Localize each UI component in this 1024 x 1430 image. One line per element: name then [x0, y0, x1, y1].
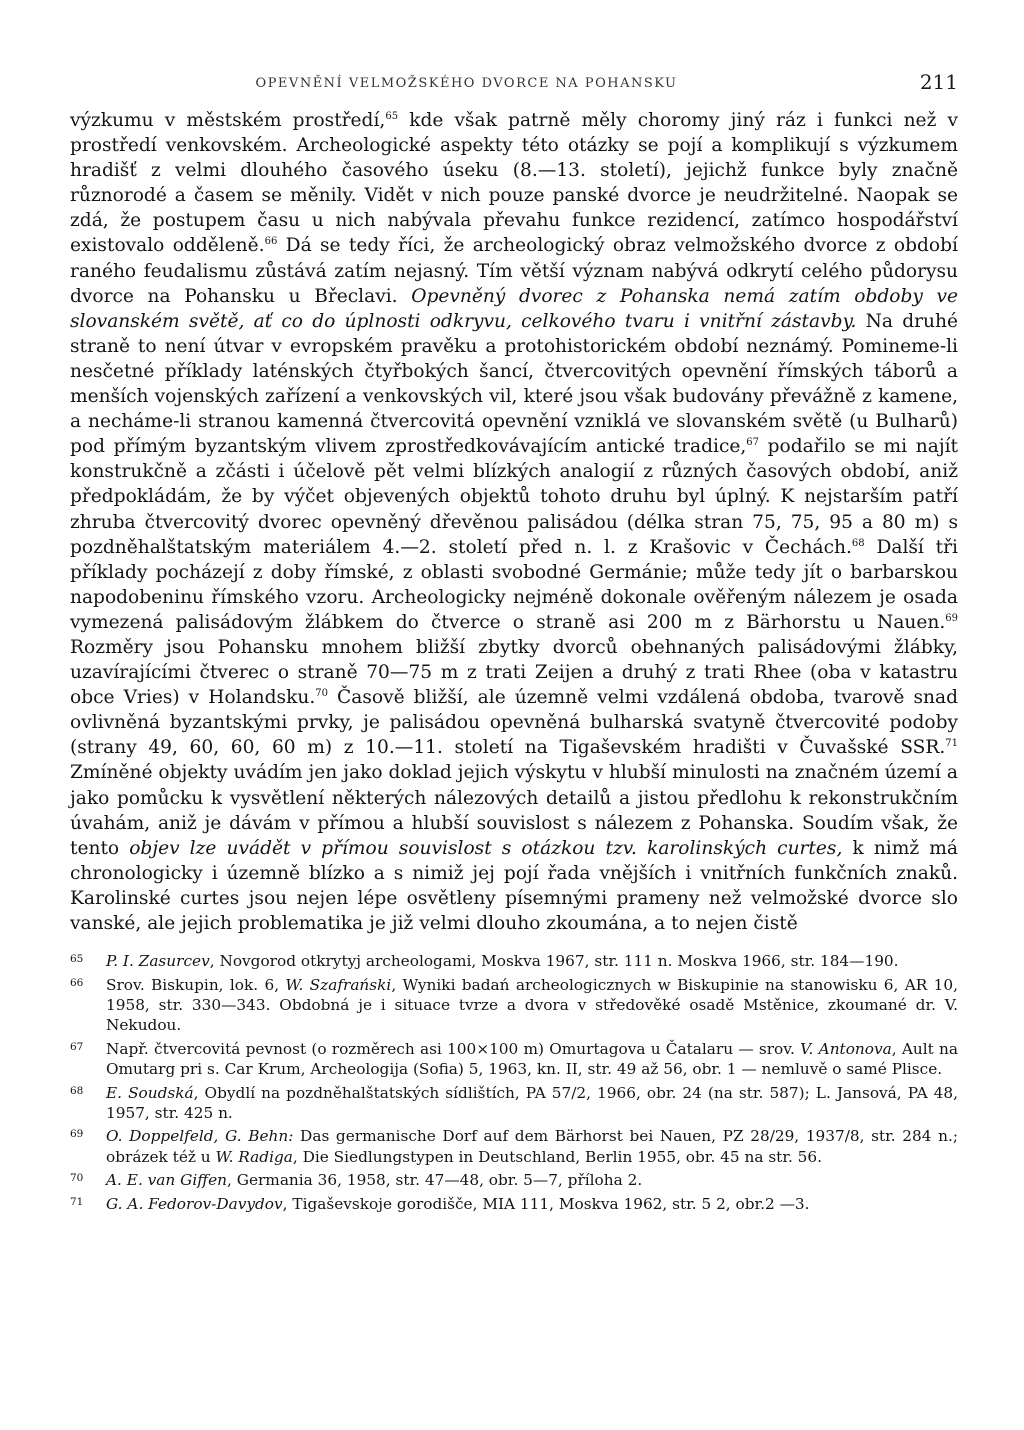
text-run: Dá se tedy říci, že archeologický obraz velmožského dvorce z období raného feudalismu zůstává zatím nejasný. Tím větší význam nabývá odkrytí celého půdorysu dvorce na Pohansku u Břeclavi. [70, 235, 958, 307]
page-number: 211 [919, 70, 958, 94]
text-run: Na druhé straně to není útvar v evropském pravěku a protohistorickém období neznámý. Pomineme-li nesčetné příklady laténských čtyřbokých šancí, čtvercovitých opevnění římských táborů a menších vojenských zařízení a venkovských vil, které jsou však budovány převážně z kamene, a necháme-li stranou kamenná čtvercovitá opevnění vzniklá ve slovanském světě (u Bulharů) pod přímým byzantským vlivem zprostředkovávajícím antické tradice, [70, 310, 958, 458]
page-header [70, 68, 958, 108]
text-run: k nimž má chronologicky i územně blízko a s nimiž jej pojí řada vnějších i vnitřních funkčních znaků. Karolinské curtes jsou nejen lépe osvětleny písemnými prameny než velmožské dvorce slo vanské, ale jejich problematika je již velmi dlouho zkoumána, a to nejen čistě [70, 837, 958, 934]
text-run: výzkumu v městském prostředí, [70, 110, 386, 131]
italic-emphasis: objev lze uvádět v přímou souvislost s otázkou tzv. karolinských curtes, [129, 837, 843, 859]
footnote-69 [70, 1126, 959, 1167]
footnote-68 [70, 1083, 958, 1124]
footnote-number: 67 [70, 1040, 84, 1053]
footnote-text: , Wyniki badań archeologicznych w Biskupinie na stanowisku 6, AR 10, 1958, str. 330—343. Obdobná je i situace tvrze a dvora v středověké osadě Mstěnice, zkoumané dr. V. Nekudou. [106, 975, 958, 1035]
footnote-text: Např. čtvercovitá pevnost (o rozměrech asi 100×100 m) Omurtagova u Čatalaru — srov. [106, 1039, 801, 1058]
footnote-text: , Germania 36, 1958, str. 47—48, obr. 5—7, příloha 2. [227, 1171, 643, 1190]
running-title: OPEVNĚNÍ VELMOŽSKÉHO DVORCE NA POHANSKU [255, 76, 678, 91]
footnote-number: 69 [70, 1128, 84, 1141]
footnote-ref-70: 70 [315, 687, 328, 699]
footnote-70 [70, 1170, 958, 1190]
footnote-ref-67: 67 [746, 437, 760, 449]
footnote-71 [70, 1194, 958, 1214]
footnote-65 [70, 951, 958, 971]
footnote-text: , Die Siedlungstypen in Deutschland, Berlin 1955, obr. 45 na str. 56. [292, 1147, 823, 1166]
footnote-ref-66: 66 [264, 236, 278, 248]
author-name: P. I. Zasurcev [106, 952, 210, 971]
footnote-number: 66 [70, 976, 84, 989]
footnotes [70, 951, 958, 1214]
footnote-ref-68: 68 [851, 537, 865, 549]
author-name: A. E. van Giffen [106, 1171, 227, 1190]
footnote-ref-71: 71 [945, 738, 958, 750]
text-run: Zmíněné objekty uvádím jen jako doklad jejich výskytu v hlubší minulosti na značném území a jako pomůcku k vysvětlení některých nálezových detailů a jistou předlohu k rekonstrukčním úvahám, aniž je dávám v přímou a hlubší souvislost s nálezem z Pohanska. Soudím však, že tento [70, 762, 958, 859]
text-run: podařilo se mi najít konstrukčně a zčásti i účelově pět velmi blízkých analogií z různých časových období, aniž předpokládám, že by výčet objevených objektů tohoto druhu byl úplný. K nejstarším patří zhruba čtvercovitý dvorec opevněný dřevěnou palisádou (délka stran 75, 75, 95 a 80 m) s pozdněhalštatským materiálem 4.—2. století před n. l. z Krašovic v Čechách. [70, 436, 958, 558]
footnote-67 [70, 1039, 958, 1080]
footnote-text: , Tigaševskoje gorodišče, MIA 111, Moskva 1962, str. 5 2, obr.2 —3. [282, 1194, 810, 1213]
author-name: V. Antonova [800, 1039, 892, 1058]
footnote-number: 68 [70, 1084, 84, 1097]
text-run: Rozměry jsou Pohansku mnohem bližší zbytky dvorců obehnaných palisádovými žlábky, uzavírajícími čtverec o straně 70—75 m z trati Zeijen a druhý z trati Rhee (oba v katastru obce Vries) v Holandsku. [70, 636, 958, 709]
footnote-number: 71 [70, 1195, 84, 1208]
footnote-ref-65: 65 [385, 110, 399, 122]
footnote-66 [70, 975, 958, 1036]
footnote-text: , Novgorod otkrytyj archeologami, Moskva 1967, str. 111 n. Moskva 1966, str. 184—190. [209, 952, 899, 971]
author-name: W. Szafrański [285, 975, 392, 994]
text-run: Další tři příklady pocházejí z doby římské, z oblasti svobodné Germánie; může tedy jít o barbarskou napodobeninu římského vzoru. Archeologicky nejméně dokonale ověřeným nálezem je osada vymezená palisádovým žlábkem do čtverce o straně asi 200 m z Bärhorstu u Nauen. [70, 536, 958, 633]
italic-emphasis: Opevněný dvorec z Pohanska nemá zatím obdoby ve slovanském světě, ať co do úplnosti odkryvu, celkového tvaru i vnitřní zástavby. [70, 285, 958, 332]
text-run: Časově bližší, ale územně velmi vzdálená obdoba, tvarově snad ovlivněná byzantskými prvky, je palisádou opevněná bulharská svatyně čtvercovité podoby (strany 49, 60, 60, 60 m) z 10.—11. století na Tigaševském hradišti v Čuvašské SSR. [70, 687, 958, 759]
footnote-number: 70 [70, 1172, 84, 1185]
footnote-text: , Ault na Omutarg pri s. Car Krum, Archeologija (Sofia) 5, 1963, kn. II, str. 49 až 56, obr. 1 — nemluvě o samé Plisce. [106, 1039, 958, 1079]
author-name: O. Doppelfeld, G. Behn: [106, 1127, 294, 1146]
author-name: W. Radiga [215, 1147, 293, 1166]
footnote-text: , Obydlí na pozdněhalštatských sídlištích, PA 57/2, 1966, obr. 24 (na str. 587); L. Jansová, PA 48, 1957, str. 425 n. [106, 1083, 958, 1122]
footnote-number: 65 [70, 953, 84, 966]
author-name: E. Soudská [106, 1083, 194, 1102]
author-name: G. A. Fedorov-Davydov [106, 1194, 283, 1213]
footnote-ref-69: 69 [945, 612, 958, 624]
footnote-text: Srov. Biskupin, lok. 6, [106, 975, 286, 994]
text-run: kde však patrně měly choromy jiný ráz i funkci než v prostředí venkovském. Archeologické aspekty této otázky se pojí a komplikují s výzkumem hradišť z velmi dlouhého časového úseku (8.—13. století), jejichž funkce byly značně různorodé a časem se měnily. Vidět v nich pouze panské dvorce je neudržitelné. Naopak se zdá, že postupem času u nich nabývala převahu funkce rezidencí, zatímco hospodářství existovalo odděleně. [70, 110, 959, 257]
footnote-text: Das germanische Dorf auf dem Bärhorst bei Nauen, PZ 28/29, 1937/8, str. 284 n.; obrázek též u [106, 1127, 959, 1166]
page [70, 68, 958, 1217]
body-paragraph [70, 108, 958, 936]
